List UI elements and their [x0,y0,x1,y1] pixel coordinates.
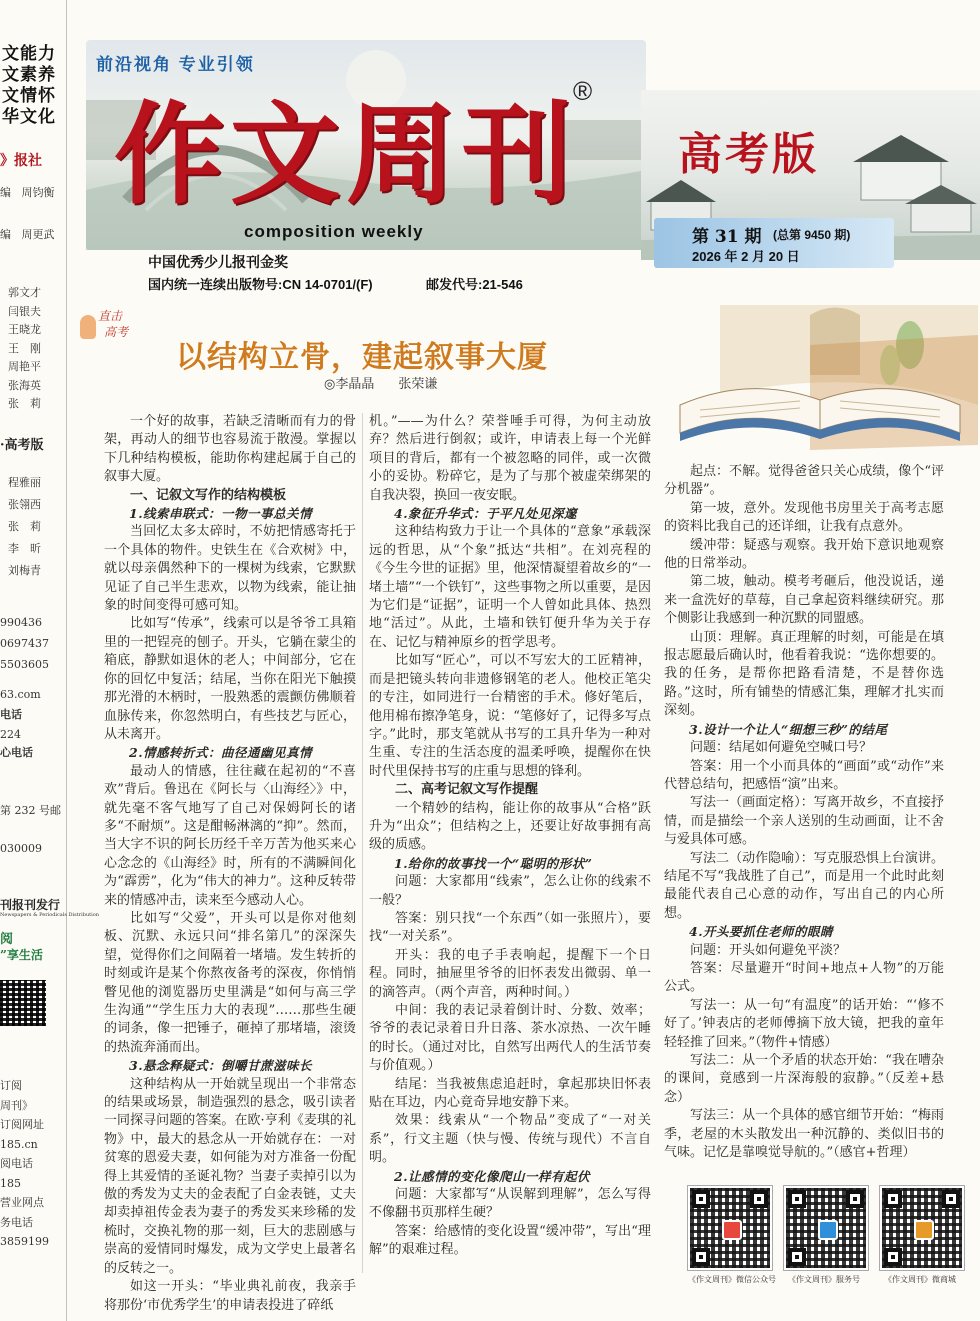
qr-caption: 《作文周刊》微信公众号 [688,1275,776,1284]
article-column-3 [664,463,944,1162]
staff-name: 张海英 [8,378,41,392]
slogan: 文素养 [2,65,56,85]
staff-name: 张翎西 [8,498,41,511]
newspaper-title: 作文周刊 [114,90,578,219]
section-heading: 2.情感转折式：曲径通幽见真情 [129,745,313,761]
body-paragraph: 山顶：理解。真正理解的时刻，可能是在填报志愿最后确认时，他看着我说：“选你想要的。我的任务，是帮你把路看清楚，不是替你选路。”这时，所有铺垫的情感汇集，理解才扎实而深刻。 [664,629,944,719]
body-paragraph: 起点：不解。觉得爸爸只关心成绩，像个“评分机器”。 [664,464,944,498]
section-heading: 1.给你的故事找一个“聪明的形状” [394,855,593,871]
qr-service[interactable] [784,1186,864,1285]
staff-name: 张 莉 [8,520,41,533]
slogan: 华文化 [2,107,56,127]
staff-name: 刘梅青 [8,564,41,577]
staff-name: 程雅丽 [8,476,41,489]
column-divider [362,413,363,1273]
body-paragraph: 问题：大家都用“线索”，怎么让你的线索不一般？ [369,874,651,908]
english-title: composition weekly [244,222,424,241]
subscription-info [0,1076,49,1252]
issue-total: (总第 9450 期) [773,228,851,242]
adjacent-page-strip [0,0,99,1321]
body-paragraph: 问题：结尾如何避免空喊口号？ [690,740,873,756]
qr-caption: 《作文周刊》微商城 [884,1275,956,1284]
qr-wechat-official[interactable] [688,1186,776,1285]
article-column-2 [369,413,651,1260]
body-paragraph: 答案：给感情的变化设置“缓冲带”，写出“理解”的艰难过程。 [369,1223,651,1258]
postal-code: 030009 [0,842,42,855]
body-paragraph: 一个好的故事，若缺乏清晰而有力的骨架，再动人的细节也容易流于散漫。掌握以下几种结构模板，能助你构建起属于自己的叙事大厦。 [104,414,356,485]
section-heading: 1.线索串联式：一物一事总关情 [129,506,313,522]
qr-code-area [688,1186,968,1306]
issue-number: 第 31 期 [692,227,762,247]
phone-number: 990436 [0,616,42,629]
edition-label: ·高考版 [0,438,44,453]
staff-name: 郭文才 [8,286,41,299]
read-label: 阅 [0,932,14,947]
body-paragraph: 比如写“父爱”，开头可以是你对他刻板、沉默、永远只问“排名第几”的深深失望，觉得你们之间隔着一堵墙。发生转折的时刻或许是某个你熬夜备考的深夜，你悄悄瞥见他的浏览器历史里满是“如何与高三学生沟通”“学生压力大的表现”……那些生硬的词条，像一把锤子，砸掉了那堵墙，滚烫的热流奔涌而出。 [104,910,356,1055]
contact-numbers [0,612,49,675]
info-line: 务电话 [0,1215,33,1229]
qr-code-icon[interactable] [688,1186,772,1270]
body-paragraph: 答案：尽量避开“时间+地点+人物”的万能公式。 [664,960,944,995]
body-paragraph: 当回忆太多太碎时，不妨把情感寄托于一个具体的物件。史铁生在《合欢树》中，就以母亲偶然种下的一棵树为线索，它默默见证了自己半生悲欢，以物为线索，能让抽象的时间变得可感可知。 [104,524,356,614]
staff-name: 闫银夫 [8,304,41,318]
phone-label: 心电话 [0,746,33,759]
issn-line: 国内统一连续出版物号:CN 14-0701/(F) [148,277,373,292]
body-paragraph: 比如写“匠心”，可以不写宏大的工匠精神，而是把镜头转向非遗修钢笔的老人。他校正笔尖的专注，如同进行一台精密的手术。修好笔后，他用棉布擦净笔身，说：“笔修好了，记得多写点字。”此时，那支笔就从书写的工具升华为一种对生重、专注的生活态度的温柔呼唤，提醒你在快时代里保持书写的庄重与思想的锋利。 [369,653,651,779]
distribution-title: 刊报刊发行 [0,898,61,912]
distribution-subtitle: Newspapers & Periodicals Distribution [0,912,99,918]
postal-address: 第 232 号邮 [0,804,61,817]
section-heading: 二、高考记叙文写作提醒 [395,782,539,798]
staff-names-2 [8,472,41,582]
body-paragraph: 最动人的情感，往往藏在起初的“不喜欢”背后。鲁迅在《阿长与〈山海经〉》中，就先毫不客气地写了自己对保姆阿长的诸多“不耐烦”。这是酣畅淋漓的“抑”。然而，当大字不识的阿长历经千辛万苦为他买来心心念念的《山海经》时，所有的不满瞬间化为“霹雳”，化为“伟大的神力”。这种反转带来的情感冲击，读来至今感动人心。 [104,763,356,908]
slogan: 文能力 [2,44,56,64]
body-paragraph: 这种结构从一开始就呈现出一个非常态的结果或场景，制造强烈的悬念，吸引读者一同探寻问题的答案。在欧·亨利《麦琪的礼物》中，最大的悬念从一开始就存在：一对贫寒的恩爱夫妻，如何能为对方准备一份配得上其爱情的圣诞礼物？当妻子卖掉引以为傲的秀发为丈夫的金表配了白金表链，丈夫却卖掉祖传金表为妻子的秀发买来珍稀的发梳时，交换礼物的那一刻，巨大的悲剧感与崇高的爱情同时爆发，成为文学史上最著名的反转之一。 [104,1076,356,1276]
body-paragraph: 答案：别只找“一个东西”（如一张照片），要找“一对关系”。 [369,910,651,945]
open-book-illustration [660,305,978,455]
section-heading: 一、记叙文写作的结构模板 [130,487,287,503]
staff-name: 张 莉 [8,397,41,410]
body-paragraph: 写法二（动作隐喻）：写克服恐惧上台演讲。结尾不写“我战胜了自己”，而是用一个此时此刻最能代表自己心意的动作，写出自己的内心所想。 [664,850,944,921]
registered-mark: ® [573,76,593,106]
body-paragraph: 机。”——为什么？荣誉唾手可得，为何主动放弃？然后进行倒叙；或许，申请表上每一个光鲜项目的背后，都有一个被忽略的同伴，或一次微小的妥协。粉碎它，是为了与那个被虚荣绑架的自我决裂，换回一夜安眠。 [369,414,651,503]
info-line: 185 [0,1176,21,1190]
body-paragraph: 缓冲带：疑惑与观察。我开始下意识地观察他的日常举动。 [664,537,944,572]
qr-caption: 《作文周刊》服务号 [788,1275,860,1284]
body-paragraph: 第二坡，触动。模考考砸后，他没说话，递来一盒洗好的草莓，自己拿起资料继续研究。那个侧影让我感到一种沉默的同盟感。 [664,574,944,627]
body-paragraph: 写法一（画面定格）：写离开故乡，不直接抒情，而是描绘一个亲人送别的生动画面，让不舍与爱具体可感。 [664,795,944,848]
masthead [66,0,980,300]
edition-title: 高考版 [678,130,819,179]
slogan-list [2,44,64,128]
article-title: 以结构立骨，建起叙事大厦 [176,340,548,375]
author-name: ◎李晶晶 [324,377,375,392]
postal-code-line: 邮发代号:21-546 [426,277,523,292]
body-paragraph: 问题：大家都写“从误解到理解”，怎么写得不像翻书页那样生硬？ [369,1187,651,1221]
author-name: 张荣谦 [398,377,438,392]
staff-name: 周艳平 [8,360,41,373]
body-paragraph: 中间：我的表记录着倒计时、分数、效率；爷爷的表记录着日升日落、茶水凉热、一次午睡的时长。（通过对比，自然写出两代人的生活节奏与价值观。） [369,1003,651,1074]
info-line: 营业网点 [0,1196,44,1209]
info-line: 3859199 [0,1235,49,1248]
masthead-tagline: 前沿视角 专业引领 [96,55,255,74]
phone-number: 0697437 [0,637,49,650]
section-heading: 4.象征升华式：于平凡处见深邃 [394,506,578,522]
info-line: 订阅 [0,1079,22,1092]
phone-label: 电话 [0,708,22,721]
slogan: 文情怀 [2,86,56,106]
enjoy-label: ”享生活 [0,948,43,962]
body-paragraph: 结尾：当我被焦虑追赶时，拿起那块旧怀表贴在耳边，内心竟奇异地安静下来。 [369,1076,651,1111]
section-heading: 4.开头要抓住老师的眼睛 [689,924,834,940]
section-tag-line: 直击 [98,309,123,323]
qr-code-icon[interactable] [0,980,46,1026]
info-line: 185.cn [0,1137,38,1151]
pointing-hand-icon [80,315,96,339]
body-paragraph: 第一坡，意外。发现他书房里关于高考志愿的资料比我自己的还详细，让我有点意外。 [664,500,944,535]
body-paragraph: 答案：用一个小而具体的“画面”或“动作”来代替总结句，把感悟“演”出来。 [664,758,944,792]
section-heading: 3.悬念释疑式：倒嚼甘蔗滋味长 [129,1058,313,1074]
staff-line: 编 周更武 [0,228,55,241]
misc-number: 224 [0,728,21,741]
article-column-1 [104,413,356,1315]
body-paragraph: 写法三：从一个具体的感官细节开始：“梅雨季，老屋的木头散发出一种沉静的、类似旧书的气味。记忆是靠嗅觉导航的。”（感官+哲理） [664,1108,944,1161]
section-heading: 3.设计一个让人“细想三秒”的结尾 [689,721,888,737]
staff-name: 王晓龙 [8,323,41,336]
section-tag-line: 高考 [104,325,129,339]
qr-code-icon[interactable] [784,1186,868,1270]
article-authors [324,373,461,392]
publisher-name: 》报社 [0,153,42,169]
qr-mall[interactable] [880,1186,960,1285]
open-book-icon [660,305,978,455]
body-paragraph: 开头：我的电子手表响起，提醒下一个日程。同时，抽屉里爷爷的旧怀表发出微弱、单一的滴答声。（两个声音，两种时间。） [369,947,651,1000]
site-url: 63.com [0,688,41,701]
body-paragraph: 问题：开头如何避免平淡？ [690,942,847,958]
body-paragraph: 写法一：从一句“有温度”的话开始：“‘修不好了。’钟表店的老师傅摘下放大镜，把我的童年轻轻推了回来。”（物件+情感） [664,997,944,1050]
body-paragraph: 一个精妙的结构，能让你的故事从“合格”跃升为“出众”；但结构之上，还要让好故事拥有高级的质感。 [369,800,651,853]
body-paragraph: 写法二：从一个矛盾的状态开始：“我在嘈杂的课间，竟感到一片深海般的寂静。”（反差+悬念） [664,1053,944,1105]
award-line: 中国优秀少儿报刊金奖 [148,254,288,270]
phone-number: 5503605 [0,658,49,671]
staff-line: 编 周钧衡 [0,186,55,199]
issue-date: 2026 年 2 月 20 日 [692,249,800,264]
body-paragraph: 如这一开头：“毕业典礼前夜，我亲手将那份‘市优秀学生’的申请表投进了碎纸 [104,1279,356,1313]
staff-name: 王 刚 [8,341,41,355]
info-line: 订阅网址 [0,1118,44,1131]
section-tag [80,307,132,343]
info-line: 阅电话 [0,1157,33,1170]
body-paragraph: 这种结构致力于让一个具体的“意象”承载深远的哲思，从“个象”抵达“共相”。在刘亮程的《今生今世的证据》里，他深情凝望着故乡的“一堵土墙”“一个铁钉”，这些事物之所以重要，是因为它们是“证据”，证明一个人曾如此具体、热烈地“活过”。从此，土墙和铁钉便升华为关于存在、记忆与精神原乡的哲学思考。 [369,524,651,650]
section-heading: 2.让感情的变化像爬山一样有起伏 [394,1168,591,1184]
body-paragraph: 比如写“传承”，线索可以是爷爷工具箱里的一把锃亮的刨子。开头，它躺在蒙尘的箱底，静默如退休的老人；中间部分，它在你的回忆中复活；结尾，当你在阳光下触摸那光滑的木柄时，一股熟悉的震颤仿佛顺着血脉传来，你忽然明白，有些技艺与匠心，从未离开。 [104,616,356,742]
qr-code-icon[interactable] [880,1186,964,1270]
staff-name: 李 昕 [8,542,41,555]
body-paragraph: 效果：线索从“一个物品”变成了“一对关系”，行文主题（快与慢、传统与现代）不言自明。 [369,1113,651,1166]
info-line: 周刊》 [0,1098,33,1112]
staff-names-1 [8,284,41,414]
